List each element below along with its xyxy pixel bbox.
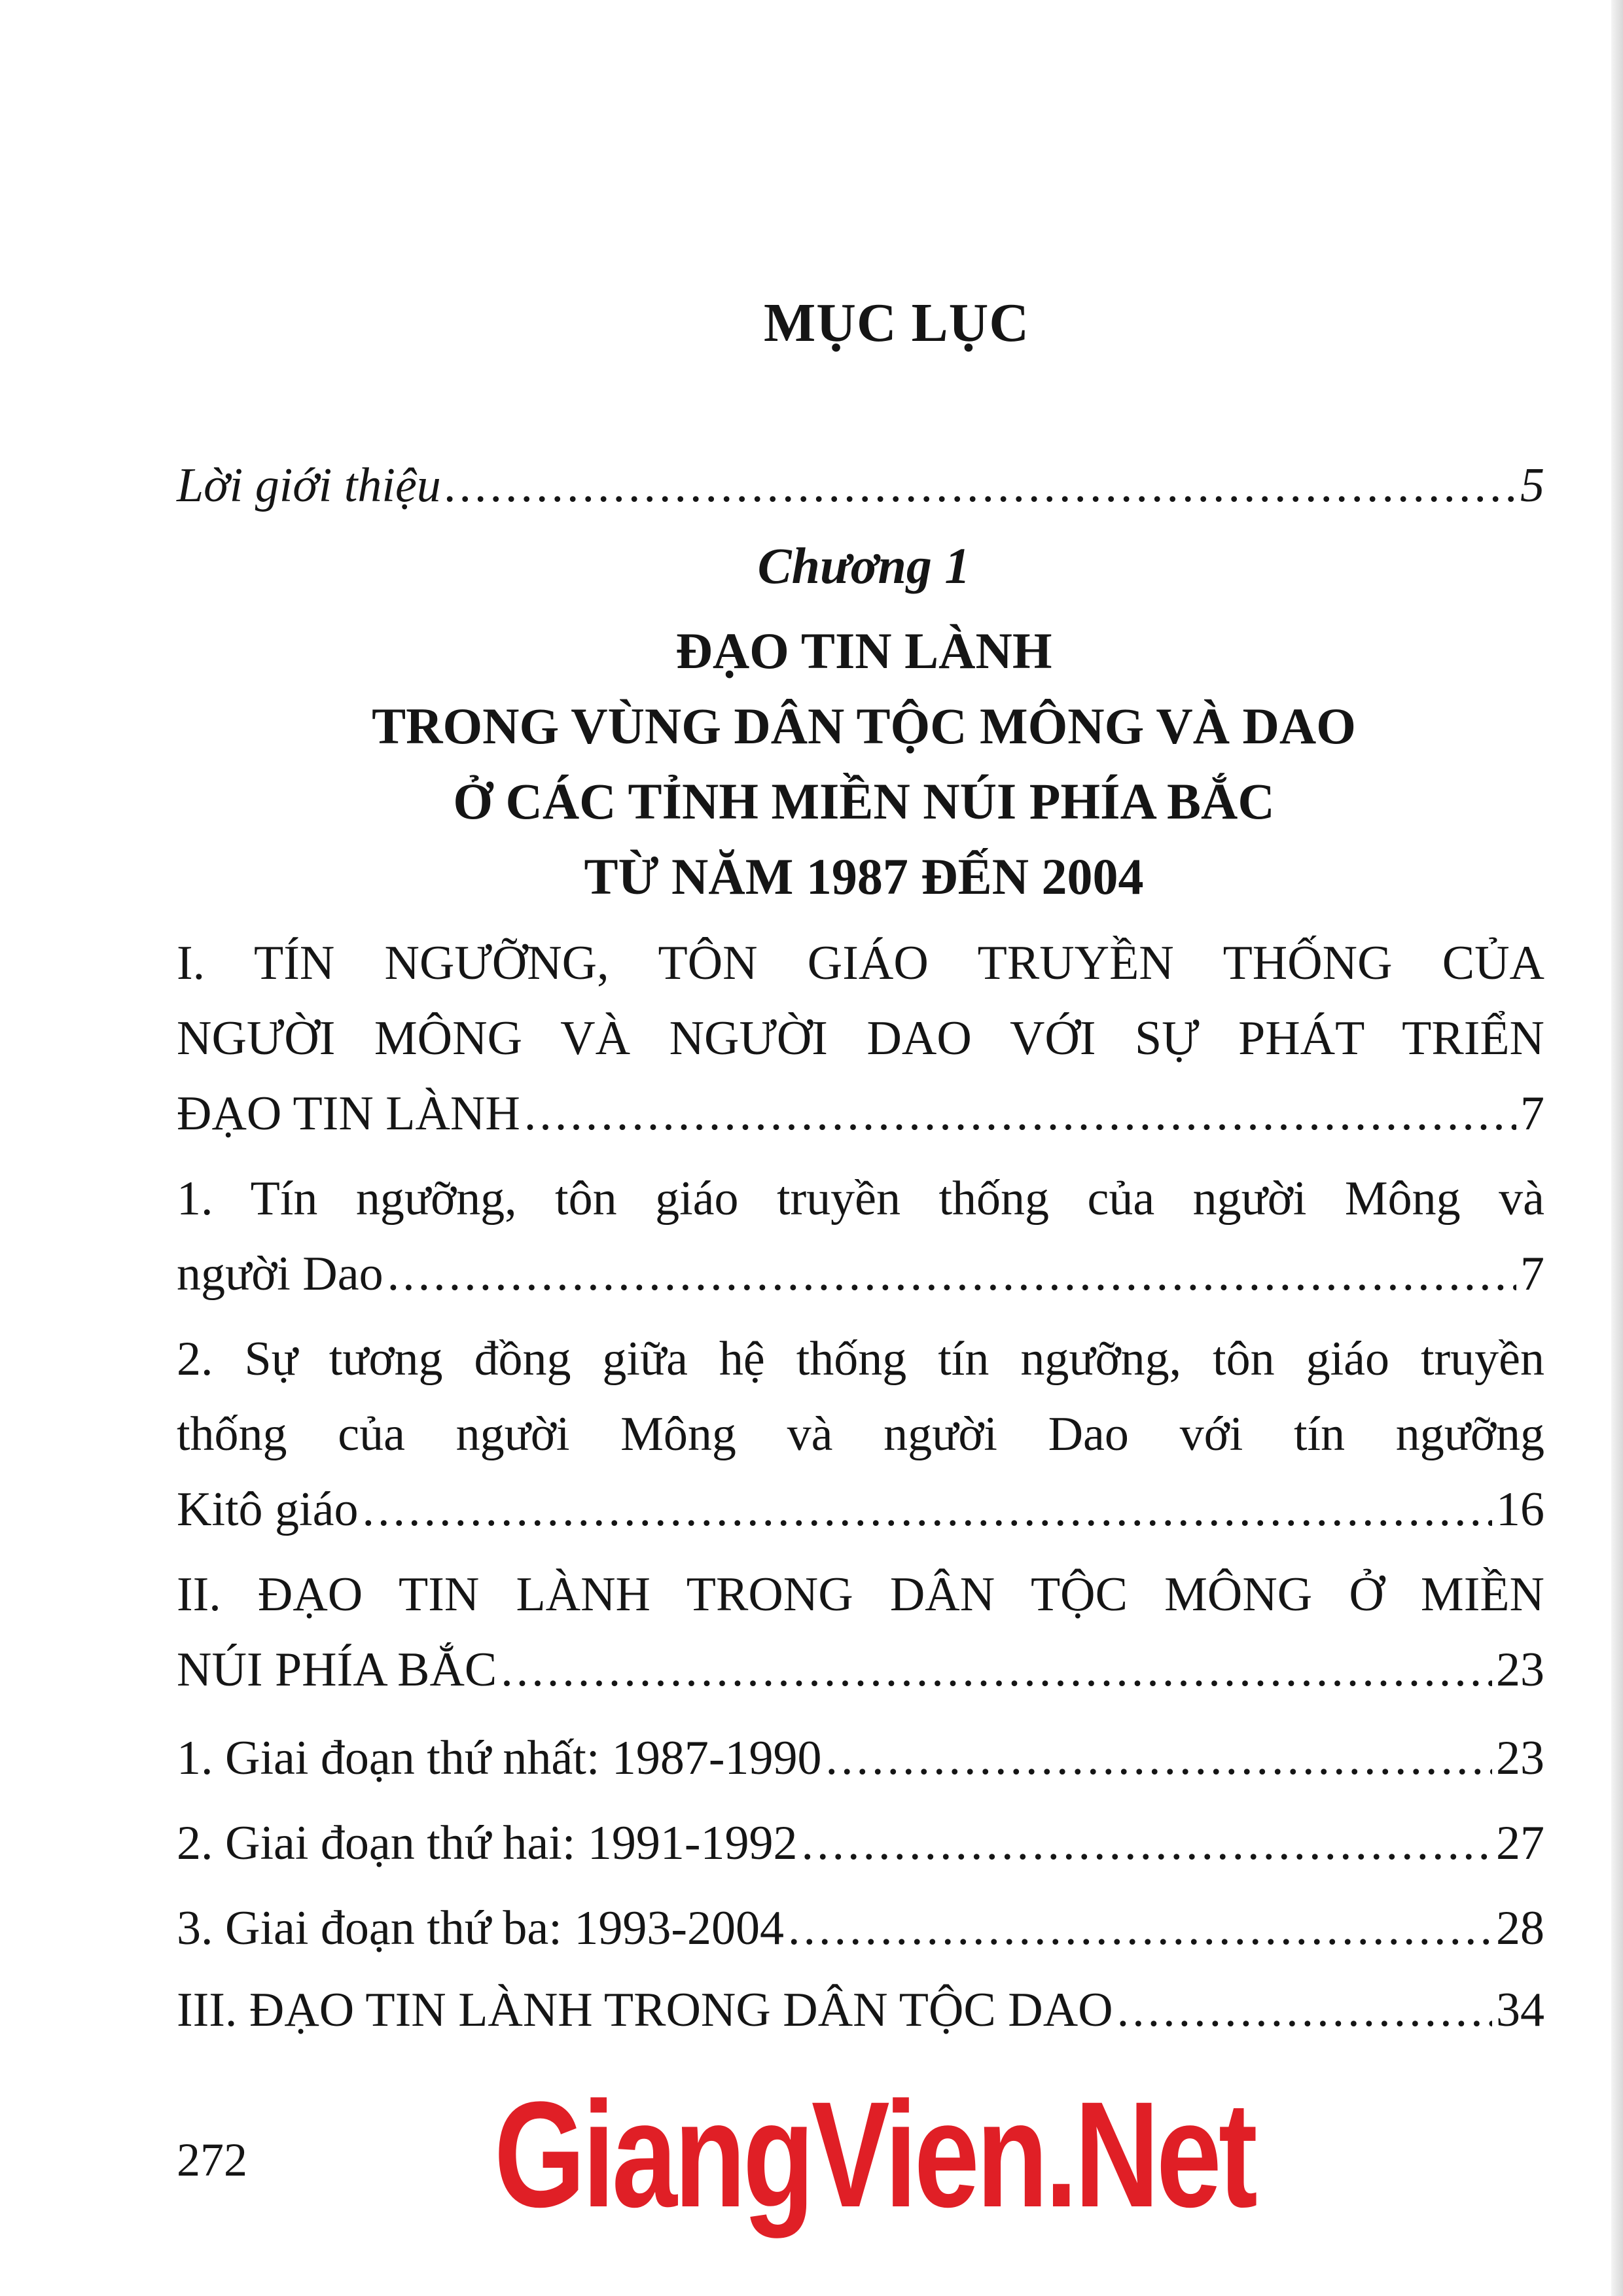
dot-leader <box>826 1731 1492 1786</box>
chapter-title-line-4: TỪ NĂM 1987 ĐẾN 2004 <box>584 848 1144 905</box>
chapter-title-line-2: TRONG VÙNG DÂN TỘC MÔNG VÀ DAO <box>372 698 1356 754</box>
chapter-label: Chương 1 <box>757 537 971 594</box>
toc-entry-2-1[interactable] <box>177 1731 1544 1786</box>
dot-leader <box>524 1086 1516 1142</box>
toc-entry-label: người Dao <box>177 1247 383 1301</box>
toc-entry-section-1-line-2: NGƯỜI MÔNG VÀ NGƯỜI DAO VỚI SỰ PHÁT TRIỂN <box>177 1012 1544 1065</box>
dot-leader <box>501 1642 1492 1698</box>
chapter-title-line-1: ĐẠO TIN LÀNH <box>675 622 1052 679</box>
toc-entry-1-2-line-1: 2. Sự tương đồng giữa hệ thống tín ngưỡng, tôn giáo truyền <box>177 1332 1544 1386</box>
toc-entry-2-3[interactable] <box>177 1901 1544 1956</box>
toc-entry-1-1[interactable] <box>177 1246 1544 1302</box>
page-number: 272 <box>177 2134 247 2186</box>
dot-leader <box>362 1482 1492 1538</box>
dot-leader <box>802 1816 1492 1871</box>
toc-entry-1-2-line-2: thống của người Mông và người Dao với tín ngưỡng <box>177 1407 1544 1461</box>
toc-entry-label: III. ĐẠO TIN LÀNH TRONG DÂN TỘC DAO <box>177 1983 1113 2037</box>
dot-leader <box>1117 1983 1492 2038</box>
toc-entry-section-1[interactable] <box>177 1086 1544 1142</box>
toc-entry-label: Kitô giáo <box>177 1483 359 1536</box>
dot-leader <box>445 458 1516 514</box>
toc-entry-1-2[interactable] <box>177 1482 1544 1538</box>
toc-entry-page: 23 <box>1496 1731 1544 1785</box>
toc-entry-1-1-line-1: 1. Tín ngưỡng, tôn giáo truyền thống của người Mông và <box>177 1172 1544 1226</box>
toc-entry-label: 3. Giai đoạn thứ ba: 1993-2004 <box>177 1901 784 1955</box>
page-title: MỤC LỤC <box>764 292 1029 353</box>
toc-entry-2-2[interactable] <box>177 1816 1544 1871</box>
toc-entry-page: 7 <box>1520 1087 1544 1140</box>
watermark: GiangVien.Net <box>494 2070 1255 2238</box>
toc-entry-label: 1. Giai đoạn thứ nhất: 1987-1990 <box>177 1731 822 1785</box>
chapter-title-line-3: Ở CÁC TỈNH MIỀN NÚI PHÍA BẮC <box>453 773 1275 830</box>
dot-leader <box>387 1246 1516 1302</box>
toc-entry-page: 5 <box>1520 459 1544 512</box>
toc-entry-page: 7 <box>1520 1247 1544 1301</box>
toc-entry-page: 16 <box>1496 1483 1544 1536</box>
toc-entry-intro[interactable] <box>177 458 1544 514</box>
toc-entry-section-2-line-1: II. ĐẠO TIN LÀNH TRONG DÂN TỘC MÔNG Ở MIỀN <box>177 1568 1544 1621</box>
toc-entry-label: Lời giới thiệu <box>177 459 441 512</box>
toc-entry-page: 27 <box>1496 1816 1544 1870</box>
toc-entry-page: 34 <box>1496 1983 1544 2037</box>
toc-entry-page: 23 <box>1496 1643 1544 1697</box>
toc-entry-section-3[interactable] <box>177 1983 1544 2038</box>
toc-entry-section-1-line-1: I. TÍN NGƯỠNG, TÔN GIÁO TRUYỀN THỐNG CỦA <box>177 936 1544 990</box>
toc-entry-section-2[interactable] <box>177 1642 1544 1698</box>
toc-entry-label: NÚI PHÍA BẮC <box>177 1643 497 1697</box>
dot-leader <box>788 1901 1492 1956</box>
toc-entry-label: 2. Giai đoạn thứ hai: 1991-1992 <box>177 1816 798 1870</box>
toc-entry-page: 28 <box>1496 1901 1544 1955</box>
toc-entry-label: ĐẠO TIN LÀNH <box>177 1087 520 1140</box>
